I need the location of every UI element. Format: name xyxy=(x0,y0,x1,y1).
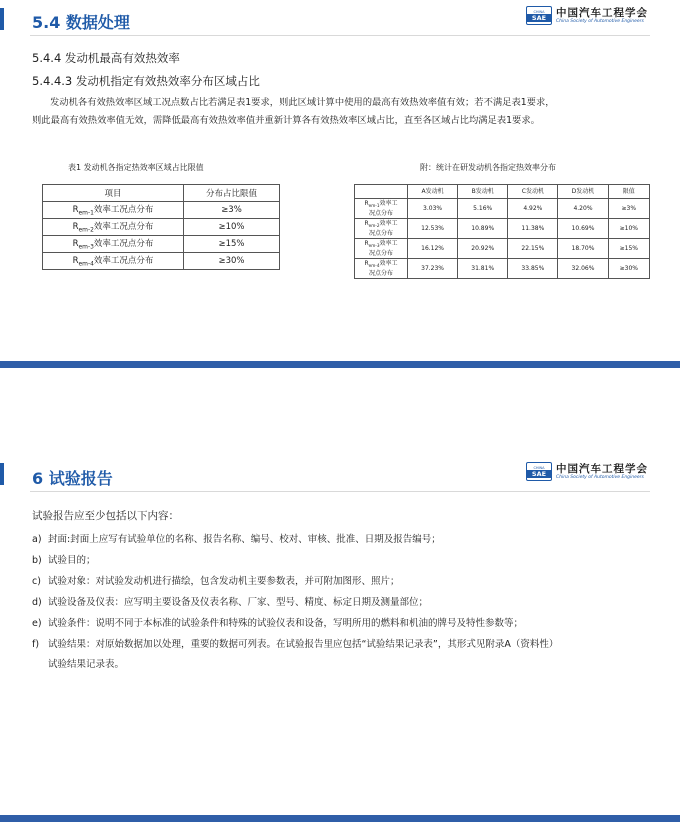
table-header: 限值 xyxy=(608,185,649,199)
table-cell: 20.92% xyxy=(458,239,508,259)
table-cell: 37.23% xyxy=(408,259,458,279)
table-cell: $R_{em-1}$效率工 况点分布 xyxy=(355,199,408,219)
table1-caption: 表1 发动机各指定热效率区域占比限值 xyxy=(68,163,204,172)
table-cell: ≥3% xyxy=(608,199,649,219)
table-header-row xyxy=(355,185,650,199)
table-row xyxy=(43,236,280,253)
table2-caption: 附：统计在研发动机各指定热效率分布 xyxy=(420,163,556,172)
section-marker xyxy=(0,8,4,30)
table-header xyxy=(355,185,408,199)
table-cell: 10.89% xyxy=(458,219,508,239)
table-cell: $R_{em-4}$效率工 况点分布 xyxy=(355,259,408,279)
table-cell: $R_{em-4}$效率工况点分布 xyxy=(43,253,184,270)
table-cell: ≥15% xyxy=(184,236,280,253)
table-cell: ≥10% xyxy=(184,219,280,236)
table-header: C发动机 xyxy=(508,185,558,199)
section-title-5-4: 5.4 数据处理 xyxy=(32,13,130,32)
table2 xyxy=(354,184,650,279)
table-cell: 32.06% xyxy=(558,259,608,279)
table-row xyxy=(43,202,280,219)
table-cell: 10.69% xyxy=(558,219,608,239)
table-row xyxy=(355,259,650,279)
table-row xyxy=(355,199,650,219)
table-cell: 5.16% xyxy=(458,199,508,219)
section-title-6: 6 试验报告 xyxy=(32,469,113,488)
list-item: c) 试验对象：对试验发动机进行描绘，包含发动机主要参数表，并可附加图形、照片； xyxy=(32,576,400,587)
section-marker xyxy=(0,463,4,485)
list-item: b) 试验目的； xyxy=(32,555,96,566)
csae-logo-icon: CHINA SAE xyxy=(526,6,552,25)
table-header: 分布占比限值 xyxy=(184,185,280,202)
slide-divider-band xyxy=(0,361,680,368)
list-item: a) 封面:封面上应写有试验单位的名称、报告名称、编号、校对、审核、批准、日期及报告编号； xyxy=(32,534,441,545)
table-cell: 16.12% xyxy=(408,239,458,259)
table-cell: ≥10% xyxy=(608,219,649,239)
table-header: B发动机 xyxy=(458,185,508,199)
csae-logo xyxy=(526,462,648,481)
table-cell: ≥3% xyxy=(184,202,280,219)
table-cell: $R_{em-3}$效率工况点分布 xyxy=(43,236,184,253)
table-row xyxy=(355,219,650,239)
table-header: 项目 xyxy=(43,185,184,202)
logo-name-en: China Society of Automotive Engineers xyxy=(556,18,644,24)
table-cell: ≥15% xyxy=(608,239,649,259)
table-cell: 11.38% xyxy=(508,219,558,239)
table-cell: $R_{em-2}$效率工 况点分布 xyxy=(355,219,408,239)
table-header: D发动机 xyxy=(558,185,608,199)
logo-name-cn: 中国汽车工程学会 xyxy=(556,462,648,475)
table-row xyxy=(355,239,650,259)
header-rule xyxy=(30,35,650,36)
heading-5-4-4: 5.4.4 发动机最高有效热效率 xyxy=(32,51,180,65)
table-cell: ≥30% xyxy=(608,259,649,279)
table-header: A发动机 xyxy=(408,185,458,199)
header-rule xyxy=(30,491,650,492)
slide-divider-band xyxy=(0,815,680,822)
list-item: d) 试验设备及仪表：应写明主要设备及仪表名称、厂家、型号、精度、标定日期及测量部位； xyxy=(32,597,429,608)
logo-name-en: China Society of Automotive Engineers xyxy=(556,474,644,480)
table-header-row xyxy=(43,185,280,202)
table1 xyxy=(42,184,280,270)
table-cell: 31.81% xyxy=(458,259,508,279)
table-cell: $R_{em-3}$效率工 况点分布 xyxy=(355,239,408,259)
table-cell: 22.15% xyxy=(508,239,558,259)
list-item: f) 试验结果：对原始数据加以处理，重要的数据可列表。在试验报告里应包括“试验结果记录表”，其形式见附录A（资料性） xyxy=(32,639,559,650)
table-cell: 18.70% xyxy=(558,239,608,259)
table-cell: 4.20% xyxy=(558,199,608,219)
table-cell: 12.53% xyxy=(408,219,458,239)
table-cell: $R_{em-2}$效率工况点分布 xyxy=(43,219,184,236)
table-cell: 3.03% xyxy=(408,199,458,219)
logo-name-cn: 中国汽车工程学会 xyxy=(556,6,648,19)
heading-5-4-4-3: 5.4.4.3 发动机指定有效热效率分布区域占比 xyxy=(32,74,260,88)
csae-logo xyxy=(526,6,648,25)
table-cell: 4.92% xyxy=(508,199,558,219)
csae-logo-icon: CHINA SAE xyxy=(526,462,552,481)
report-intro: 试验报告应至少包括以下内容： xyxy=(32,510,179,522)
table-cell: $R_{em-1}$效率工况点分布 xyxy=(43,202,184,219)
table-cell: ≥30% xyxy=(184,253,280,270)
body-paragraph: 发动机各有效热效率区域工况点数占比若满足表1要求，则此区域计算中使用的最高有效热效率值有效；若不满足表1要求， 则此最高有效热效率值无效，需降低最高有效热效率值并重新计算各有效热效率区域占比，直至各区域占比均满足表1要求。 xyxy=(32,97,555,126)
table-row xyxy=(43,219,280,236)
list-item: e) 试验条件：说明不同于本标准的试验条件和特殊的试验仪表和设备，写明所用的燃料和机油的牌号及特性参数等； xyxy=(32,618,524,629)
table-row xyxy=(43,253,280,270)
table-cell: 33.85% xyxy=(508,259,558,279)
list-item-continuation: 试验结果记录表。 xyxy=(48,659,125,670)
